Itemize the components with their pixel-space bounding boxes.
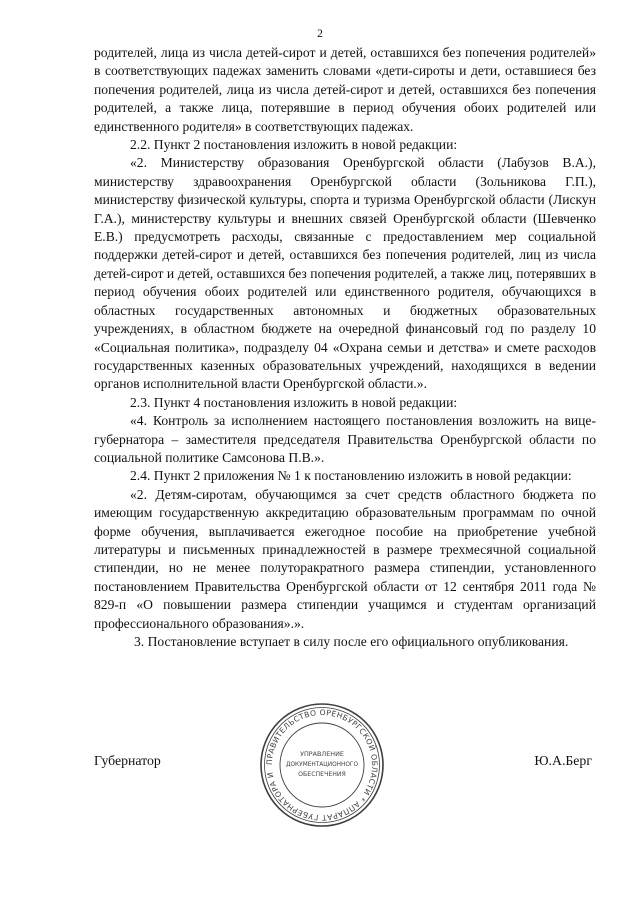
stamp-center-line-3: ОБЕСПЕЧЕНИЯ — [298, 771, 346, 778]
stamp-ring-text-path: ПРАВИТЕЛЬСТВО ОРЕНБУРГСКОЙ ОБЛАСТИ * АППАРАТ ГУБЕРНАТОРА И — [264, 707, 380, 823]
document-body — [94, 44, 596, 651]
paragraph-item-2-3: 2.3. Пункт 4 постановления изложить в новой редакции: — [130, 394, 458, 410]
paragraph-item-3: 3. Постановление вступает в силу после его официального опубликования. — [134, 634, 569, 649]
paragraph-quote-point-4: «4. Контроль за исполнением настоящего постановления возложить на вице-губернатора – заместителя председателя Правительства Оренбургской области по социальной политике Самсонова П.В.». — [94, 413, 596, 465]
paragraph-quote-point-2: «2. Министерству образования Оренбургской области (Лабузов В.А.), министерству здравоохранения Оренбургской области (Зольникова Г.П.), министерству физической культуры, спорта и туризма Оренбургской области (Лискун Г.А.), министерству культуры и внешних связей Оренбургской области (Шевченко Е.В.) предусмотреть расходы, связанные с предоставлением мер социальной поддержки детей-сирот и детей, оставшихся без попечения родителей, лиц из числа детей-сирот и детей, оставшихся без попечения родителей, а также лиц, потерявших в период обучения обоих родителей или единственного родителя, обучающихся в областных государственных автономных и бюджетных образовательных учреждениях, в областном бюджете на очередной финансовый год по разделу 10 «Социальная политика», подразделу 04 «Охрана семьи и детства» и смете расходов государственных казенных образовательных учреждений, находящихся в ведении органов исполнительной власти Оренбургской области.». — [94, 155, 596, 392]
stamp-center-line-2: ДОКУМЕНТАЦИОННОГО — [285, 762, 359, 768]
signatory-title: Губернатор — [94, 753, 161, 768]
paragraph-quote-appendix-point-2: «2. Детям-сиротам, обучающимся за счет средств областного бюджета по имеющим государственную аккредитацию образовательным программам по очной форме обучения, выплачивается ежегодное пособие на приобретение учебной литературы и письменных принадлежностей в размере трехмесячной социальной стипендии, но не менее полуторакратного размера стипендии, установленного постановлением Правительства Оренбургской области от 12 сентября 2011 года № 829-п «О повышении размера стипендии учащимся и студентам организаций профессионального образования».». — [94, 486, 596, 631]
signature-row — [94, 753, 596, 775]
stamp-center-line-1: УПРАВЛЕНИЕ — [300, 750, 344, 758]
paragraph-continuation: родителей, лица из числа детей-сирот и детей, оставшихся без попечения родителей» в соответствующих падежах заменить словами «дети-сироты и дети, оставшиеся без попечения родителей, лица из числа детей-сирот и детей, оставшихся без попечения родителей, а также лица, потерявшие в период обучения обоих родителей или единственного родителя» в соответствующих падежах. — [94, 45, 596, 134]
signatory-name: Ю.А.Берг — [534, 753, 592, 768]
paragraph-item-2-4: 2.4. Пункт 2 приложения № 1 к постановлению изложить в новой редакции: — [130, 468, 572, 484]
page-number: 2 — [317, 28, 323, 40]
paragraph-item-2-2: 2.2. Пункт 2 постановления изложить в новой редакции: — [130, 137, 458, 153]
